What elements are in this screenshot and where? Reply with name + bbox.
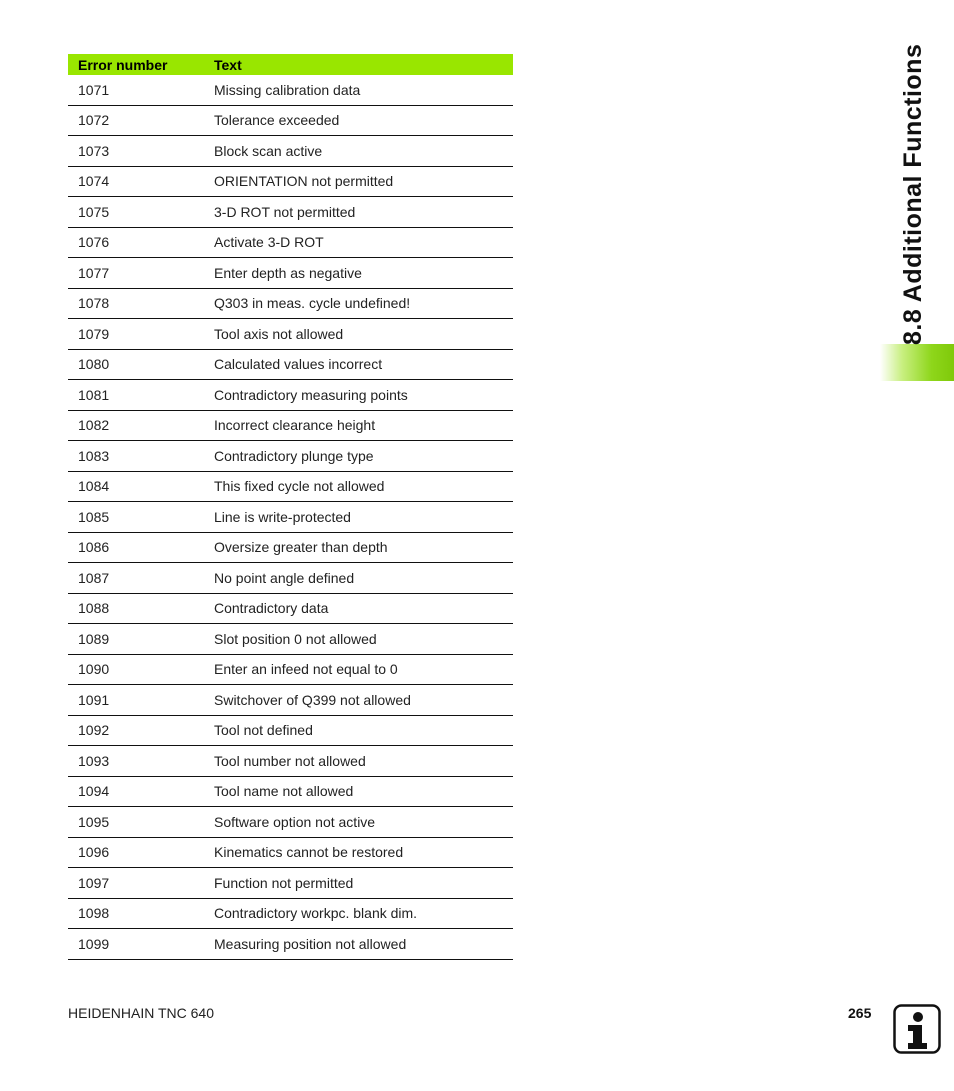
table-row xyxy=(68,563,513,594)
error-text-cell: This fixed cycle not allowed xyxy=(204,471,513,502)
error-number-cell: 1089 xyxy=(68,624,204,655)
error-number-cell: 1077 xyxy=(68,258,204,289)
table-row xyxy=(68,441,513,472)
table-row xyxy=(68,380,513,411)
error-number-cell: 1081 xyxy=(68,380,204,411)
table-row xyxy=(68,166,513,197)
table-row xyxy=(68,105,513,136)
table-row xyxy=(68,837,513,868)
error-text-cell: Incorrect clearance height xyxy=(204,410,513,441)
error-number-cell: 1093 xyxy=(68,746,204,777)
error-number-cell: 1096 xyxy=(68,837,204,868)
header-text: Text xyxy=(204,54,513,75)
error-number-cell: 1082 xyxy=(68,410,204,441)
error-text-cell: Contradictory measuring points xyxy=(204,380,513,411)
error-number-cell: 1078 xyxy=(68,288,204,319)
error-text-cell: Software option not active xyxy=(204,807,513,838)
error-text-cell: 3-D ROT not permitted xyxy=(204,197,513,228)
error-text-cell: Block scan active xyxy=(204,136,513,167)
error-text-cell: Calculated values incorrect xyxy=(204,349,513,380)
error-number-cell: 1090 xyxy=(68,654,204,685)
error-number-cell: 1075 xyxy=(68,197,204,228)
error-text-cell: Q303 in meas. cycle undefined! xyxy=(204,288,513,319)
error-text-cell: ORIENTATION not permitted xyxy=(204,166,513,197)
error-number-cell: 1095 xyxy=(68,807,204,838)
info-icon xyxy=(893,1004,941,1054)
table-row xyxy=(68,746,513,777)
error-text-cell: Tool axis not allowed xyxy=(204,319,513,350)
table-row xyxy=(68,715,513,746)
error-text-cell: Line is write-protected xyxy=(204,502,513,533)
table-row xyxy=(68,136,513,167)
table-row xyxy=(68,898,513,929)
error-number-cell: 1083 xyxy=(68,441,204,472)
table-row xyxy=(68,288,513,319)
error-text-cell: Kinematics cannot be restored xyxy=(204,837,513,868)
header-error-number: Error number xyxy=(68,54,204,75)
error-text-cell: Slot position 0 not allowed xyxy=(204,624,513,655)
table-row xyxy=(68,929,513,960)
error-text-cell: Tool not defined xyxy=(204,715,513,746)
table-row xyxy=(68,776,513,807)
page-number: 265 xyxy=(848,1005,872,1021)
error-text-cell: Contradictory workpc. blank dim. xyxy=(204,898,513,929)
error-number-cell: 1091 xyxy=(68,685,204,716)
error-number-cell: 1084 xyxy=(68,471,204,502)
error-number-cell: 1086 xyxy=(68,532,204,563)
error-text-cell: Enter an infeed not equal to 0 xyxy=(204,654,513,685)
error-text-cell: Contradictory plunge type xyxy=(204,441,513,472)
table-row xyxy=(68,349,513,380)
table-row xyxy=(68,197,513,228)
error-number-cell: 1076 xyxy=(68,227,204,258)
error-number-cell: 1097 xyxy=(68,868,204,899)
table-row xyxy=(68,258,513,289)
error-number-cell: 1085 xyxy=(68,502,204,533)
error-text-cell: Activate 3-D ROT xyxy=(204,227,513,258)
table-row xyxy=(68,410,513,441)
error-table xyxy=(68,54,513,960)
error-text-cell: Switchover of Q399 not allowed xyxy=(204,685,513,716)
error-number-cell: 1098 xyxy=(68,898,204,929)
error-number-cell: 1080 xyxy=(68,349,204,380)
error-text-cell: Missing calibration data xyxy=(204,75,513,105)
error-text-cell: Tool name not allowed xyxy=(204,776,513,807)
error-number-cell: 1094 xyxy=(68,776,204,807)
error-text-cell: Contradictory data xyxy=(204,593,513,624)
table-row xyxy=(68,654,513,685)
error-text-cell: Oversize greater than depth xyxy=(204,532,513,563)
error-number-cell: 1079 xyxy=(68,319,204,350)
section-title: 8.8 Additional Functions xyxy=(899,43,927,345)
table-header-row xyxy=(68,54,513,75)
error-number-cell: 1073 xyxy=(68,136,204,167)
error-number-cell: 1074 xyxy=(68,166,204,197)
footer-document-name: HEIDENHAIN TNC 640 xyxy=(68,1005,215,1021)
error-number-cell: 1071 xyxy=(68,75,204,105)
error-text-cell: Enter depth as negative xyxy=(204,258,513,289)
table-row xyxy=(68,868,513,899)
error-number-cell: 1099 xyxy=(68,929,204,960)
table-row xyxy=(68,532,513,563)
table-row xyxy=(68,685,513,716)
table-row xyxy=(68,319,513,350)
error-text-cell: Tool number not allowed xyxy=(204,746,513,777)
error-number-cell: 1088 xyxy=(68,593,204,624)
table-row xyxy=(68,471,513,502)
error-text-cell: Measuring position not allowed xyxy=(204,929,513,960)
error-text-cell: Tolerance exceeded xyxy=(204,105,513,136)
table-row xyxy=(68,75,513,105)
table-row xyxy=(68,502,513,533)
error-text-cell: No point angle defined xyxy=(204,563,513,594)
table-row xyxy=(68,593,513,624)
error-text-cell: Function not permitted xyxy=(204,868,513,899)
error-number-cell: 1092 xyxy=(68,715,204,746)
error-number-cell: 1072 xyxy=(68,105,204,136)
table-row xyxy=(68,807,513,838)
table-row xyxy=(68,624,513,655)
section-tab xyxy=(880,344,954,381)
table-row xyxy=(68,227,513,258)
error-number-cell: 1087 xyxy=(68,563,204,594)
